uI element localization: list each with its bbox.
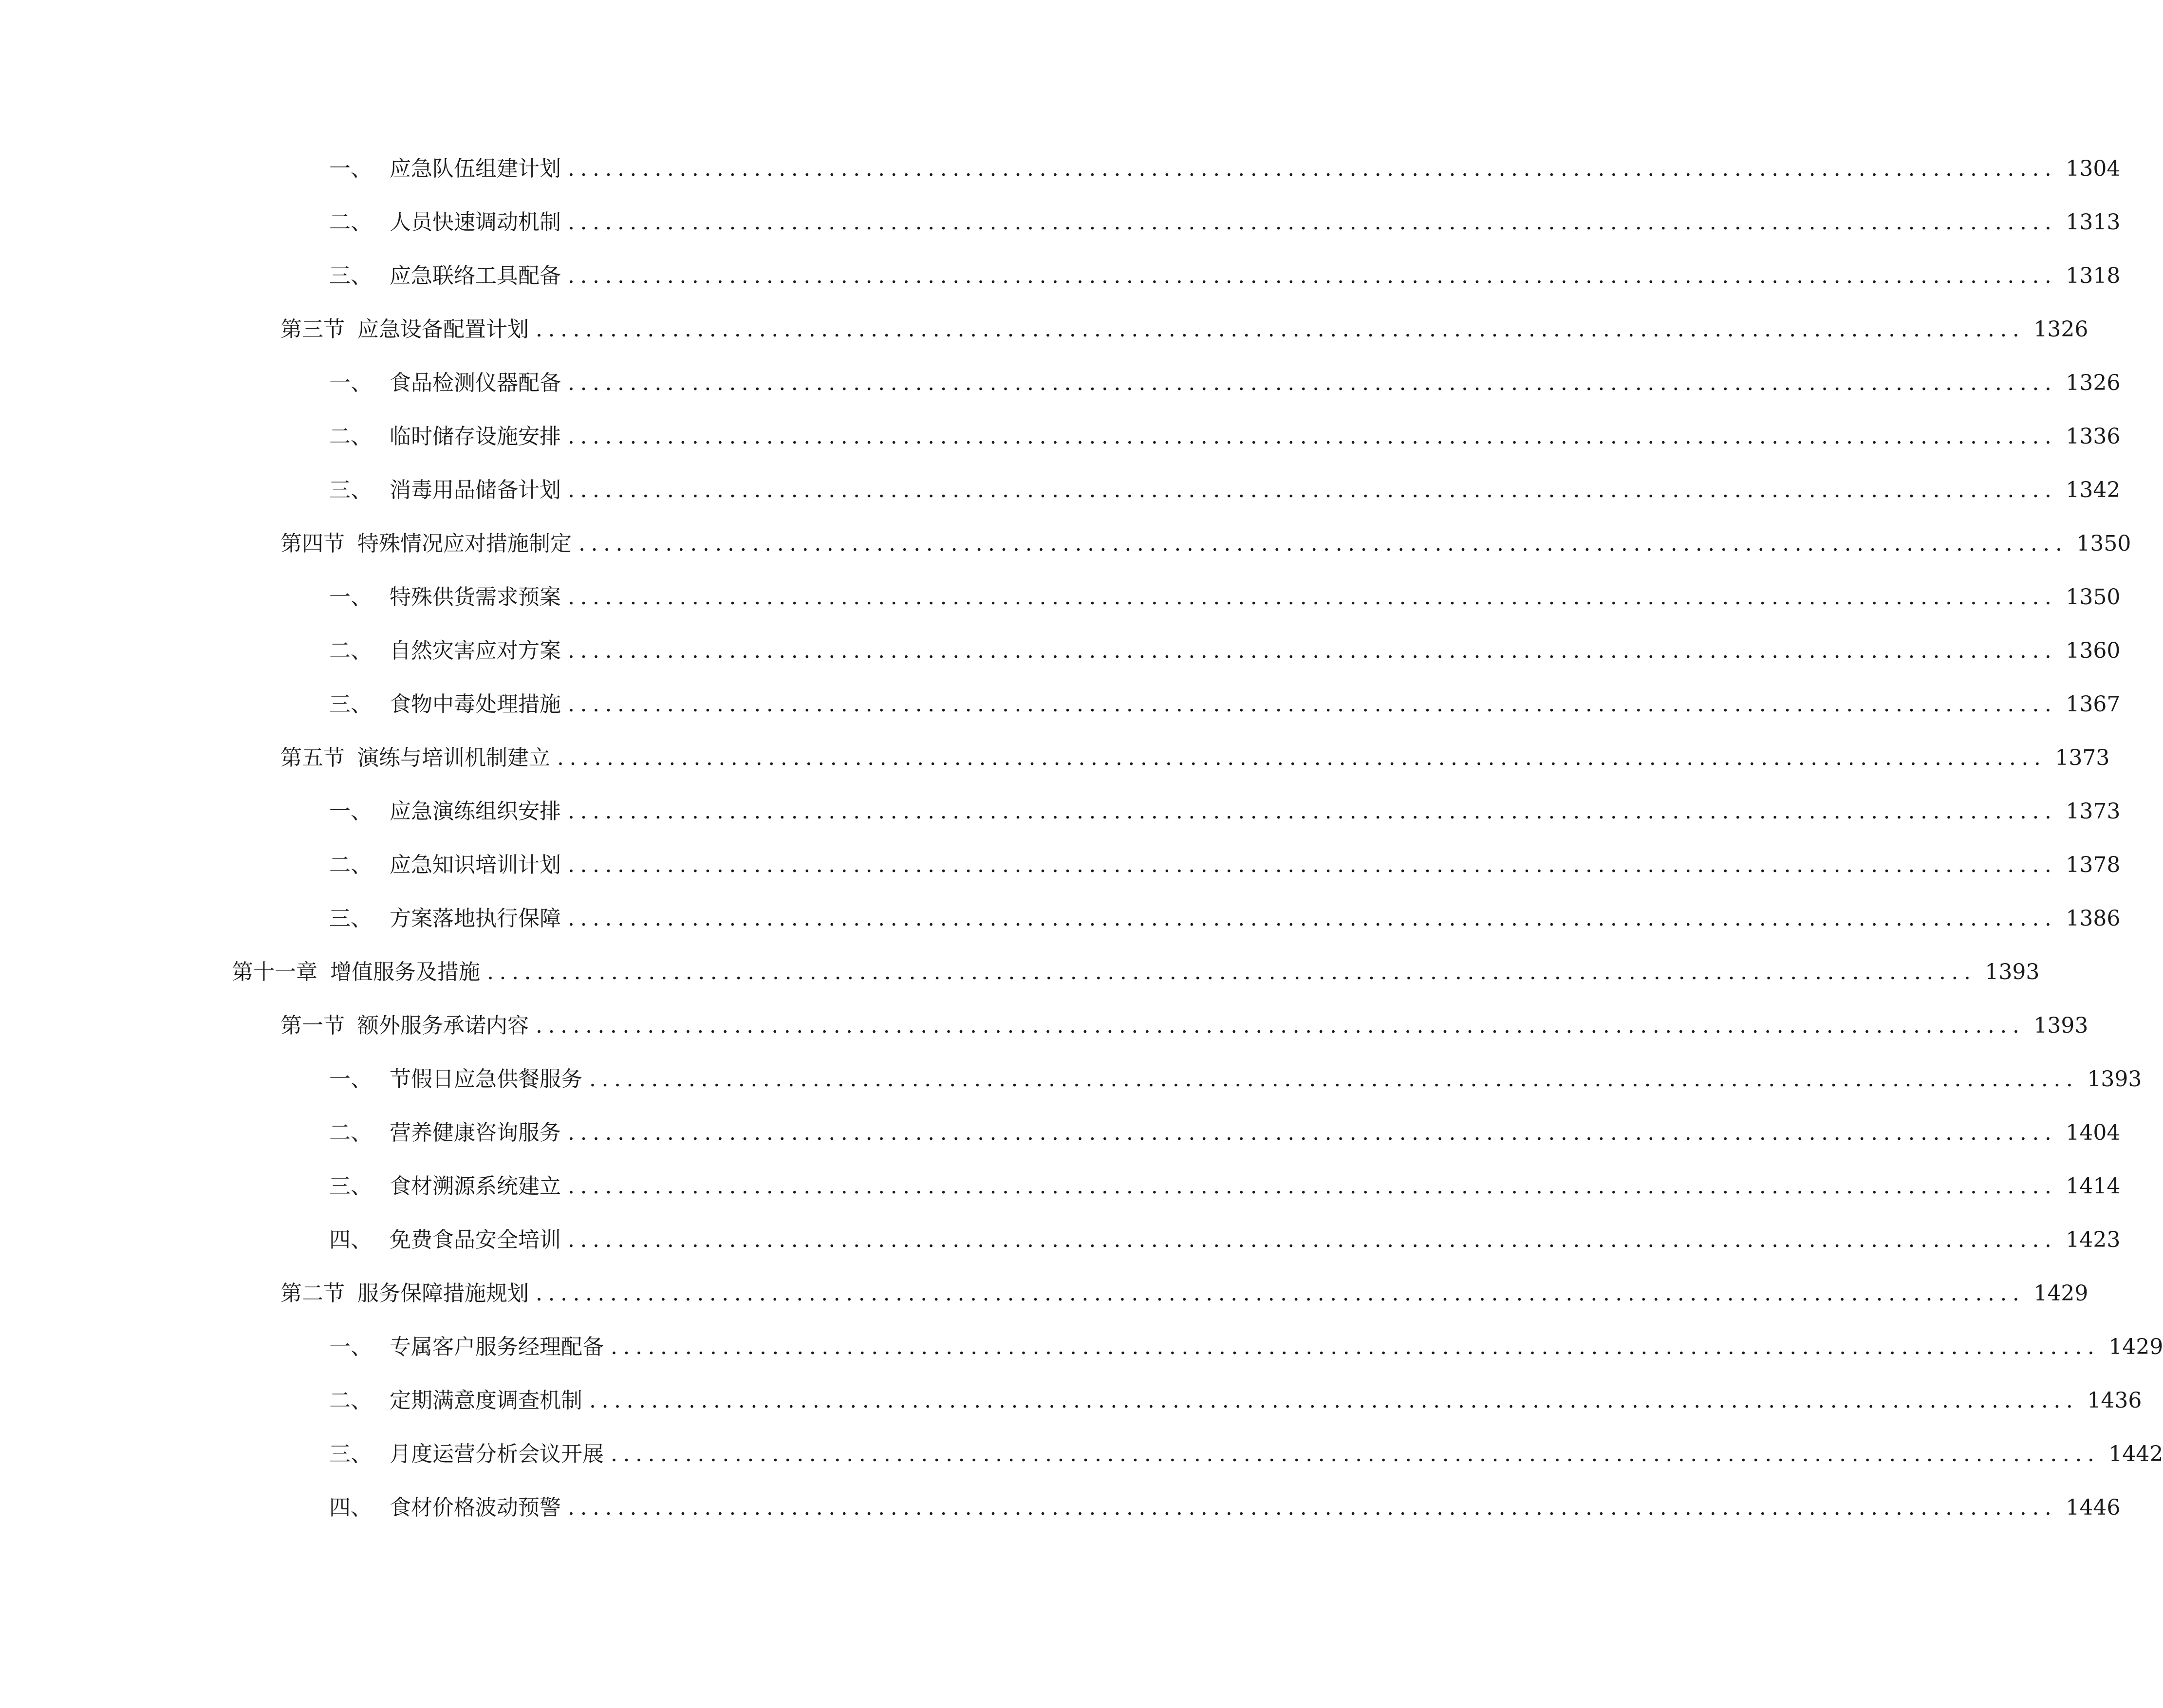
toc-entry-number: 第四节 — [280, 531, 345, 556]
toc-entry-title: 额外服务承诺内容 — [357, 1013, 529, 1038]
toc-entry-number: 三、 — [329, 692, 372, 717]
toc-entry-section[interactable] — [280, 1277, 2088, 1311]
toc-entry-page-number: 1393 — [2033, 1013, 2088, 1038]
dot-leader: ........................................................................................................................ — [568, 906, 2057, 931]
toc-entry-item[interactable] — [329, 902, 2121, 936]
toc-entry-title: 应急队伍组建计划 — [390, 156, 561, 181]
toc-entry-title: 食品检测仪器配备 — [390, 371, 561, 395]
toc-entry-page-number: 1378 — [2066, 853, 2121, 877]
toc-entry-item[interactable] — [329, 205, 2121, 240]
toc-entry-page-number: 1373 — [2055, 745, 2110, 770]
toc-entry-title: 食物中毒处理措施 — [390, 692, 561, 717]
dot-leader: ........................................................................................................................ — [568, 692, 2057, 717]
toc-entry-number: 一、 — [329, 585, 372, 610]
toc-entry-number: 二、 — [329, 424, 372, 449]
toc-entry-title: 方案落地执行保障 — [390, 906, 561, 931]
toc-entry-section[interactable] — [280, 1009, 2088, 1043]
dot-leader: ........................................................................................................................ — [568, 638, 2057, 663]
toc-entry-item[interactable] — [329, 366, 2121, 400]
toc-entry-item[interactable] — [329, 1330, 2163, 1364]
toc-entry-title: 服务保障措施规划 — [357, 1281, 529, 1306]
toc-entry-number: 第三节 — [280, 317, 345, 342]
toc-entry-title: 食材价格波动预警 — [390, 1495, 561, 1520]
dot-leader: ........................................................................................................................ — [568, 263, 2057, 288]
toc-entry-number: 三、 — [329, 478, 372, 502]
toc-entry-item[interactable] — [329, 1116, 2121, 1150]
toc-entry-title: 特殊情况应对措施制定 — [357, 531, 572, 556]
toc-entry-title: 演练与培训机制建立 — [357, 745, 550, 770]
toc-entry-number: 一、 — [329, 371, 372, 395]
toc-entry-page-number: 1367 — [2066, 692, 2121, 717]
toc-entry-title: 应急设备配置计划 — [357, 317, 529, 342]
dot-leader: ........................................................................................................................ — [568, 1227, 2057, 1252]
toc-entry-title: 应急知识培训计划 — [390, 853, 561, 877]
toc-entry-page-number: 1326 — [2033, 317, 2088, 342]
toc-entry-item[interactable] — [329, 1437, 2163, 1471]
toc-entry-item[interactable] — [329, 1062, 2142, 1096]
toc-entry-title: 应急演练组织安排 — [390, 799, 561, 824]
dot-leader: ........................................................................................................................ — [568, 210, 2057, 235]
toc-entry-number: 第一节 — [280, 1013, 345, 1038]
toc-entry-number: 二、 — [329, 638, 372, 663]
toc-entry-title: 专属客户服务经理配备 — [390, 1335, 604, 1359]
toc-entry-page-number: 1342 — [2066, 478, 2121, 502]
toc-entry-page-number: 1326 — [2066, 371, 2121, 395]
toc-entry-title: 人员快速调动机制 — [390, 210, 561, 235]
toc-entry-item[interactable] — [329, 1223, 2121, 1257]
toc-entry-page-number: 1393 — [2087, 1067, 2142, 1092]
toc-entry-title: 应急联络工具配备 — [390, 263, 561, 288]
toc-entry-number: 一、 — [329, 1335, 372, 1359]
toc-entry-number: 第十一章 — [232, 960, 317, 984]
toc-entry-page-number: 1429 — [2033, 1281, 2088, 1306]
dot-leader: ........................................................................................................................ — [568, 156, 2057, 181]
toc-entry-title: 自然灾害应对方案 — [390, 638, 561, 663]
toc-entry-page-number: 1414 — [2066, 1174, 2121, 1199]
toc-entry-item[interactable] — [329, 1491, 2121, 1525]
toc-entry-title: 特殊供货需求预案 — [390, 585, 561, 610]
toc-entry-title: 增值服务及措施 — [330, 960, 480, 984]
toc-entry-page-number: 1318 — [2066, 263, 2121, 288]
toc-entry-page-number: 1404 — [2066, 1120, 2121, 1145]
toc-entry-item[interactable] — [329, 473, 2121, 507]
toc-entry-item[interactable] — [329, 420, 2121, 454]
toc-entry-page-number: 1442 — [2108, 1442, 2163, 1467]
dot-leader: ........................................................................................................................ — [536, 317, 2025, 342]
dot-leader: ........................................................................................................................ — [568, 1174, 2057, 1199]
toc-entry-page-number: 1373 — [2066, 799, 2121, 824]
toc-entry-number: 第五节 — [280, 745, 345, 770]
dot-leader: ........................................................................................................................ — [568, 585, 2057, 610]
toc-entry-number: 一、 — [329, 156, 372, 181]
toc-entry-item[interactable] — [329, 259, 2121, 293]
dot-leader: ........................................................................................................................ — [568, 799, 2057, 824]
toc-entry-number: 二、 — [329, 853, 372, 877]
toc-entry-page-number: 1436 — [2087, 1388, 2142, 1413]
toc-entry-section[interactable] — [280, 527, 2131, 561]
toc-entry-page-number: 1429 — [2108, 1335, 2163, 1359]
toc-entry-title: 消毒用品储备计划 — [390, 478, 561, 502]
toc-entry-page-number: 1446 — [2066, 1495, 2121, 1520]
dot-leader: ........................................................................................................................ — [568, 478, 2057, 502]
toc-entry-number: 三、 — [329, 1442, 372, 1467]
toc-entry-section[interactable] — [280, 313, 2088, 347]
toc-entry-page-number: 1304 — [2066, 156, 2121, 181]
dot-leader: ........................................................................................................................ — [568, 371, 2057, 395]
toc-entry-number: 一、 — [329, 799, 372, 824]
toc-entry-page-number: 1393 — [1985, 960, 2040, 984]
dot-leader: ........................................................................................................................ — [536, 1281, 2025, 1306]
toc-entry-number: 二、 — [329, 210, 372, 235]
dot-leader: ........................................................................................................................ — [611, 1335, 2100, 1359]
dot-leader: ........................................................................................................................ — [589, 1388, 2079, 1413]
dot-leader: ........................................................................................................................ — [568, 1120, 2057, 1145]
toc-entry-item[interactable] — [329, 152, 2121, 186]
toc-entry-title: 月度运营分析会议开展 — [390, 1442, 604, 1467]
toc-entry-title: 免费食品安全培训 — [390, 1227, 561, 1252]
toc-entry-page-number: 1336 — [2066, 424, 2121, 449]
toc-entry-page-number: 1386 — [2066, 906, 2121, 931]
toc-entry-item[interactable] — [329, 848, 2121, 882]
toc-entry-page-number: 1350 — [2066, 585, 2121, 610]
toc-entry-item[interactable] — [329, 795, 2121, 829]
dot-leader: ........................................................................................................................ — [589, 1067, 2079, 1092]
toc-entry-item[interactable] — [329, 580, 2121, 614]
toc-entry-page-number: 1360 — [2066, 638, 2121, 663]
toc-entry-page-number: 1313 — [2066, 210, 2121, 235]
toc-entry-item[interactable] — [329, 1170, 2121, 1204]
toc-entry-item[interactable] — [329, 1384, 2142, 1418]
toc-entry-number: 四、 — [329, 1227, 372, 1252]
toc-entry-title: 临时储存设施安排 — [390, 424, 561, 449]
dot-leader: ........................................................................................................................ — [487, 960, 1977, 984]
toc-entry-page-number: 1423 — [2066, 1227, 2121, 1252]
dot-leader: ........................................................................................................................ — [536, 1013, 2025, 1038]
dot-leader: ........................................................................................................................ — [568, 424, 2057, 449]
dot-leader: ........................................................................................................................ — [568, 1495, 2057, 1520]
toc-entry-number: 三、 — [329, 1174, 372, 1199]
toc-entry-title: 营养健康咨询服务 — [390, 1120, 561, 1145]
toc-entry-number: 第二节 — [280, 1281, 345, 1306]
toc-entry-section[interactable] — [280, 741, 2110, 775]
toc-entry-number: 三、 — [329, 263, 372, 288]
toc-entry-title: 节假日应急供餐服务 — [390, 1067, 582, 1092]
toc-entry-title: 定期满意度调查机制 — [390, 1388, 582, 1413]
toc-entry-item[interactable] — [329, 687, 2121, 722]
toc-entry-number: 四、 — [329, 1495, 372, 1520]
dot-leader: ........................................................................................................................ — [568, 853, 2057, 877]
dot-leader: ........................................................................................................................ — [611, 1442, 2100, 1467]
toc-entry-number: 三、 — [329, 906, 372, 931]
toc-entry-page-number: 1350 — [2076, 531, 2131, 556]
toc-entry-title: 食材溯源系统建立 — [390, 1174, 561, 1199]
dot-leader: ........................................................................................................................ — [557, 745, 2047, 770]
dot-leader: ........................................................................................................................ — [578, 531, 2068, 556]
toc-entry-chapter[interactable] — [232, 955, 2040, 989]
toc-entry-item[interactable] — [329, 634, 2121, 668]
toc-entry-number: 一、 — [329, 1067, 372, 1092]
toc-entry-number: 二、 — [329, 1388, 372, 1413]
toc-entry-number: 二、 — [329, 1120, 372, 1145]
